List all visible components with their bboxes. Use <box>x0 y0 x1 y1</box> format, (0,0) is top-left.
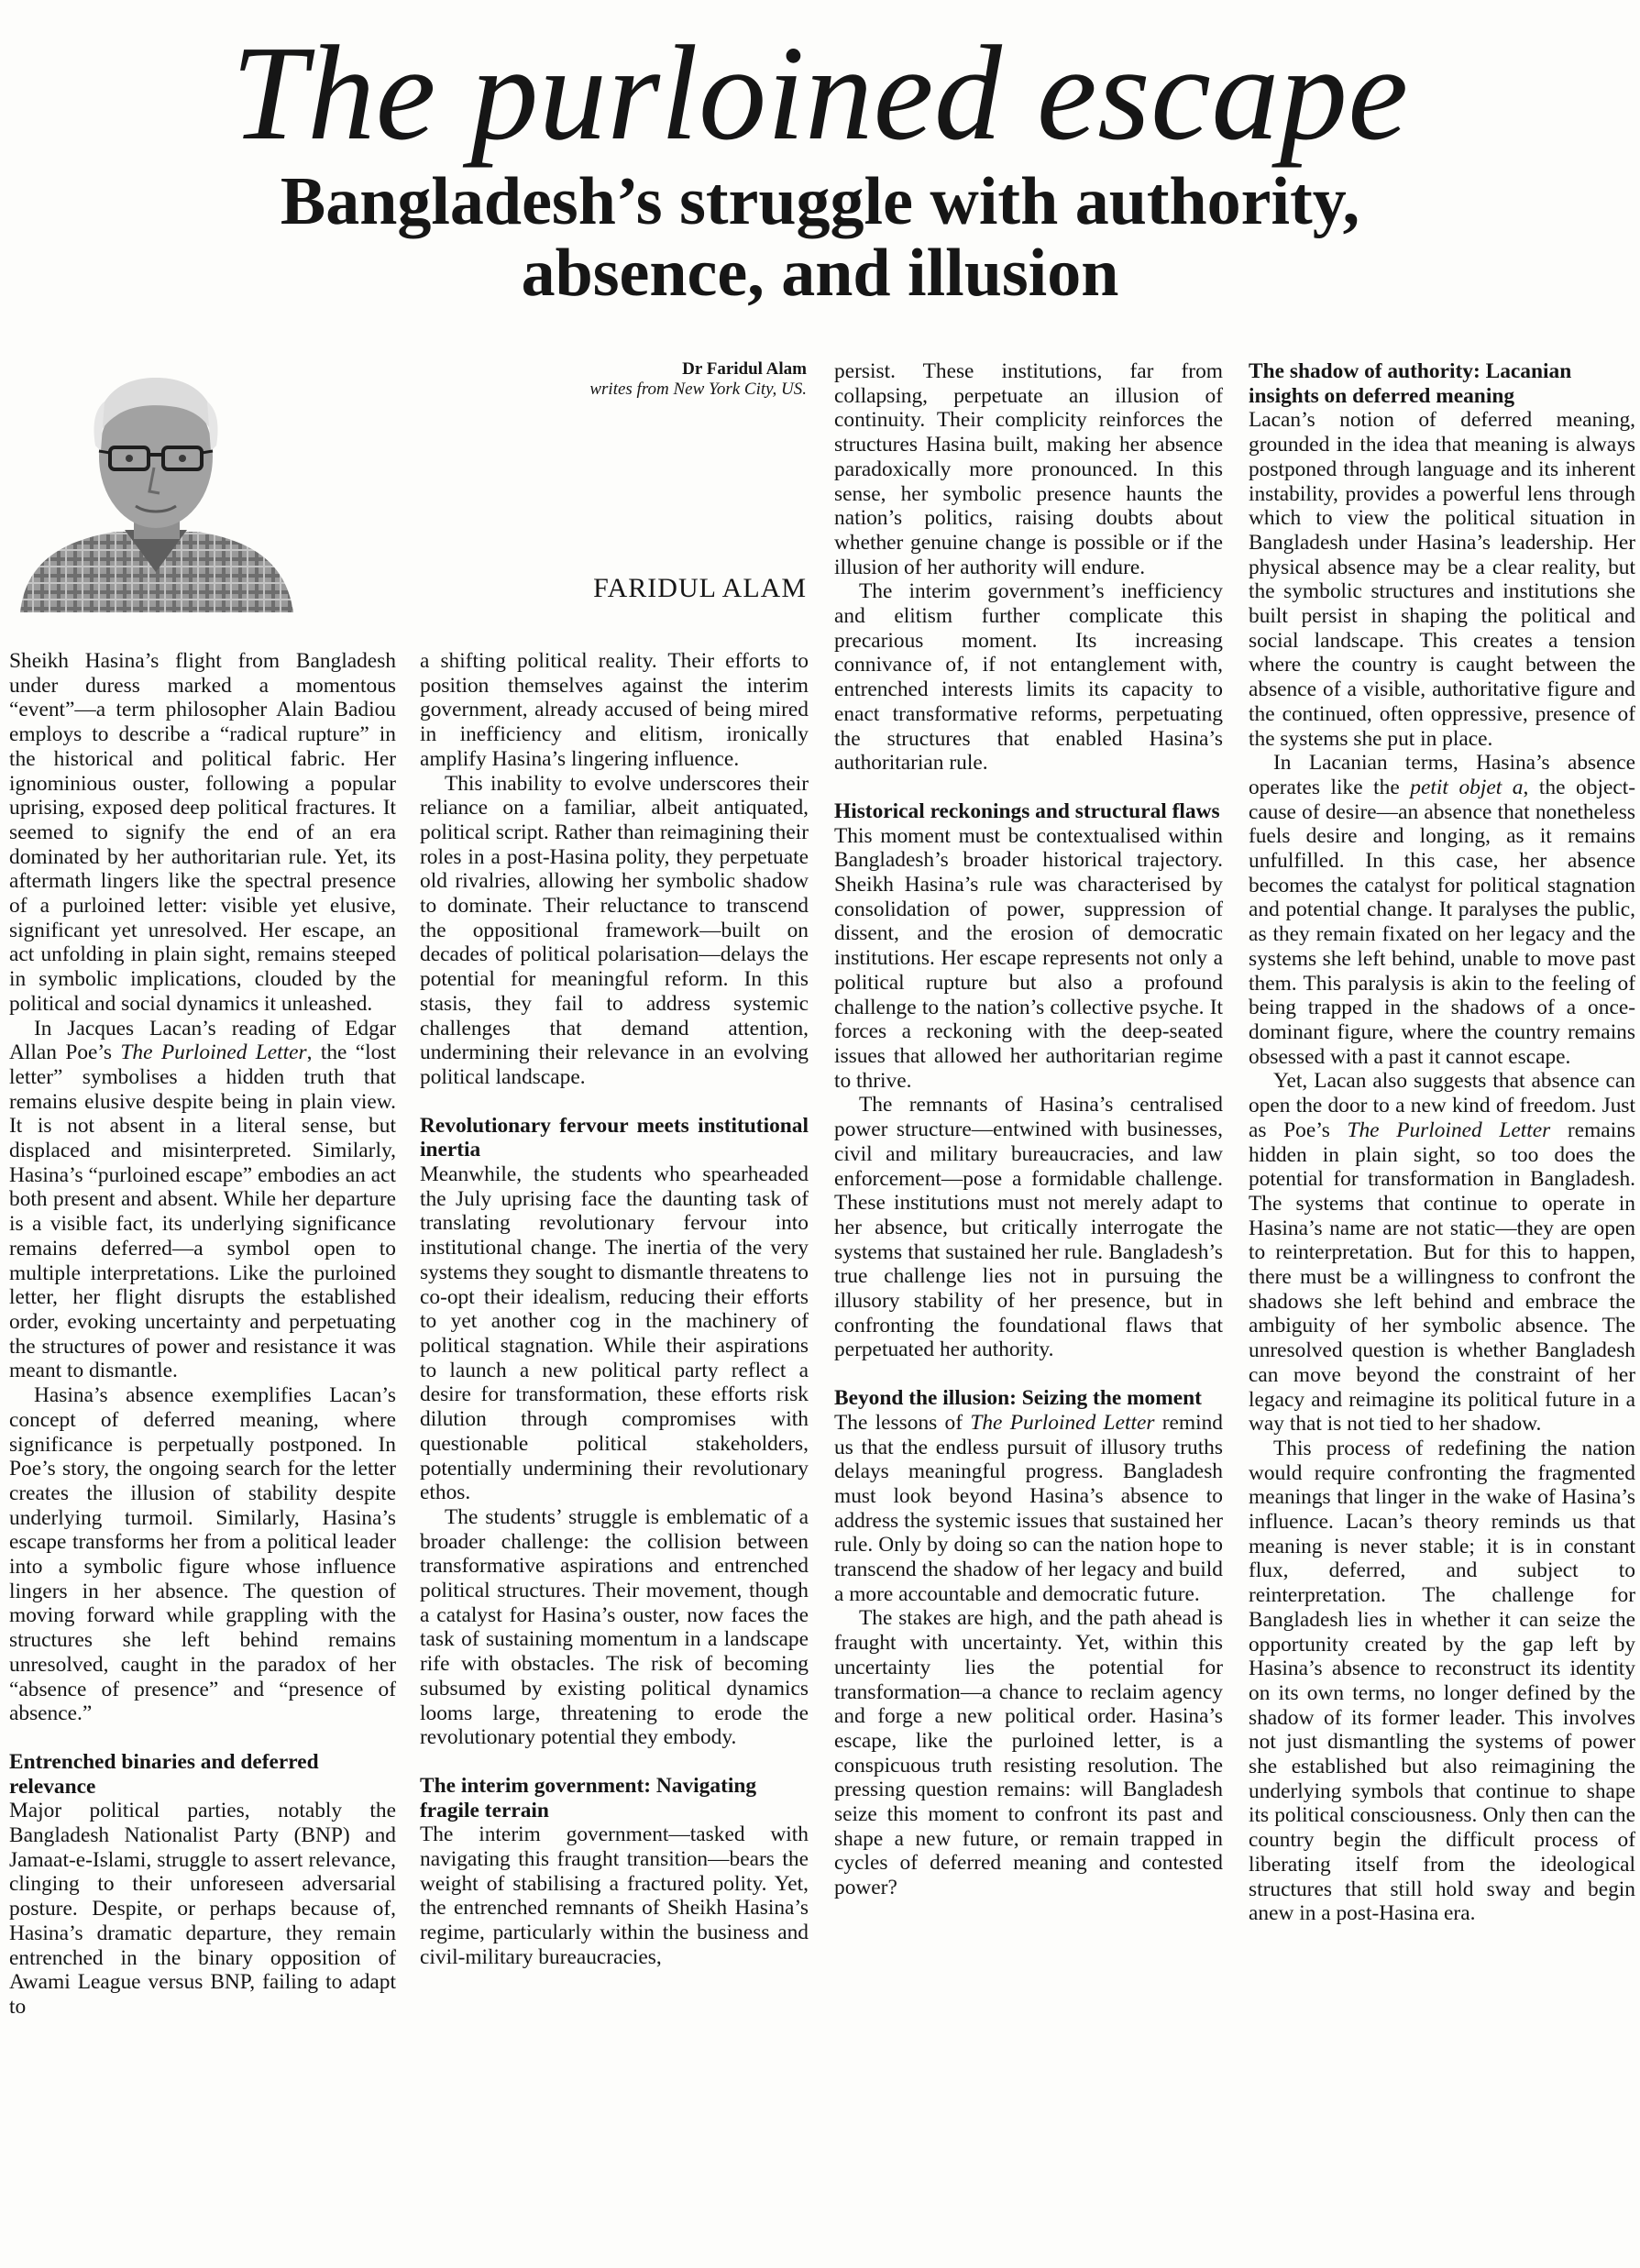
paragraph: Hasina’s absence exemplifies Lacan’s concept of deferred meaning, where significance is perpetually postponed. In Poe’s story, the ongoing search for the letter creates the illusion of stability despite underlying turmoil. Similarly, Hasina’s escape transforms her from a political leader into a symbolic figure whose influence lingers in her absence. The question of moving forward while grappling with the structures she left behind remains unresolved, caught in the paradox of her “absence of presence” and “presence of absence.” <box>9 1383 396 1726</box>
author-photo <box>7 359 303 612</box>
paragraph: The lessons of The Purloined Letter remind us that the endless pursuit of illusory truths delays meaningful progress. Bangladesh must look beyond Hasina’s absence to address the systemic issues that sustained her rule. Only by doing so can the nation hope to transcend the shadow of her legacy and build a more accountable and democratic future. <box>834 1410 1223 1606</box>
paragraph: In Jacques Lacan’s reading of Edgar Allan Poe’s The Purloined Letter, the “lost letter” symbolises a hidden truth that remains elusive despite being in plain view. It is not absent in a literal sense, but displaced and misinterpreted. Similarly, Hasina’s “purloined escape” embodies an act both present and absent. While her departure is a visible fact, its underlying significance remains deferred—a symbol open to multiple interpretations. Like the purloined letter, her flight disrupts the established order, evoking uncertainty and perpetuating the structures of power and resistance it was meant to dismantle. <box>9 1016 396 1383</box>
section-heading: Entrenched binaries and deferred relevance <box>9 1749 319 1799</box>
paragraph: Yet, Lacan also suggests that absence can open the door to a new kind of freedom. Just as Poe’s The Purloined Letter remains hidden in plain sight, so too does the potential for transformation in Bangladesh. The systems that continue to operate in Hasina’s name are not static—they are open to reinterpretation. But for this to happen, there must be a willingness to confront the shadows she left behind and embrace the ambiguity of her symbolic absence. The unresolved question is whether Bangladesh can move beyond the constraint of her legacy and reimagine its political future in a way that is not tied to her shadow. <box>1249 1069 1635 1437</box>
section-heading: The shadow of authority: Lacanian insights on deferred meaning <box>1249 359 1572 408</box>
author-name-tag: FARIDUL ALAM <box>593 573 807 603</box>
italic-term: petit objet a <box>1410 775 1524 799</box>
paragraph: The interim government—tasked with navigating this fraught transition—bears the weight of stabilising a fractured polity. Yet, the entrenched remnants of Sheikh Hasina’s regime, particularly within the business and civil-military bureaucracies, <box>420 1822 809 1969</box>
book-title: The Purloined Letter <box>970 1410 1155 1435</box>
book-title: The Purloined Letter <box>120 1040 307 1065</box>
paragraph: Meanwhile, the students who spearheaded the July uprising face the daunting task of translating revolutionary fervour into institutional change. The inertia of the very systems they sought to dismantle threatens to co-opt their idealism, reducing their efforts to yet another cog in the machinery of political stagnation. While their aspirations to launch a new political party reflect a desire for transformation, these efforts risk dilution through compromises with questionable political stakeholders, potentially undermining their revolutionary ethos. <box>420 1162 809 1505</box>
article-column-3 <box>834 359 1223 1900</box>
article-column-2 <box>420 649 809 1970</box>
section-heading: The interim government: Navigating fragile terrain <box>420 1773 757 1822</box>
paragraph: In Lacanian terms, Hasina’s absence operates like the petit objet a, the object-cause of desire—an absence that nonetheless fuels desire and longing, as it remains unfulfilled. In this case, her absence becomes the catalyst for political stagnation and potential change. It paralyses the public, as they remain fixated on her legacy and the systems she left behind, unable to move past them. This paralysis is akin to the feeling of being trapped in the shadows of a once-dominant figure, where the country remains obsessed with a past it cannot escape. <box>1249 751 1635 1069</box>
byline-location: writes from New York City, US. <box>589 379 807 399</box>
paragraph: This process of redefining the nation would require confronting the fragmented meanings that linger in the wake of Hasina’s influence. Lacan’s theory reminds us that meaning is never stable; it is in constant flux, deferred, and subject to reinterpretation. The challenge for Bangladesh lies in whether it can seize the opportunity created by the gap left by Hasina’s absence to reconstruct its identity on its own terms, no longer defined by the shadow of its former leader. This involves not just dismantling the systems of power she established but also reimagining the underlying symbols that continue to shape its political consciousness. Only then can the country begin the difficult process of liberating itself from the ideological structures that still hold sway and begin anew in a post-Hasina era. <box>1249 1436 1635 1926</box>
subheadline <box>0 164 1640 311</box>
byline <box>513 359 807 400</box>
section-heading: Historical reckonings and structural flaws <box>834 798 1220 823</box>
paragraph: This inability to evolve underscores their reliance on a familiar, albeit antiquated, political script. Rather than reimagining their roles in a post-Hasina polity, they perpetuate old rivalries, allowing her symbolic shadow to dominate. Their reluctance to transcend the oppositional framework—built on decades of political polarisation—delays the potential for meaningful reform. In this stasis, they fail to address systemic challenges that demand attention, undermining their relevance in an evolving political landscape. <box>420 771 809 1089</box>
section-heading: Revolutionary fervour meets institutional inertia <box>420 1113 809 1162</box>
subheadline-line-1: Bangladesh’s struggle with authority, <box>280 164 1360 239</box>
byline-author: Dr Faridul Alam <box>682 359 807 379</box>
article-column-4 <box>1249 359 1635 1926</box>
paragraph: persist. These institutions, far from collapsing, perpetuate an illusion of continuity. Their complicity reinforces the structures Hasina built, making her absence paradoxically more pronounced. In this sense, her symbolic presence haunts the nation’s politics, raising doubts about whether genuine change is possible or if the illusion of her authority will endure. <box>834 359 1223 579</box>
paragraph: a shifting political reality. Their efforts to position themselves against the interim government, already accused of being mired in inefficiency and elitism, ironically amplify Hasina’s lingering influence. <box>420 649 809 771</box>
paragraph: This moment must be contextualised within Bangladesh’s broader historical trajectory. Sheikh Hasina’s rule was characterised by consolidation of power, suppression of dissent, and the erosion of democratic institutions. Her escape represents not only a political rupture but also a profound challenge to the nation’s collective psyche. It forces a reckoning with the deep-seated issues that allowed her authoritarian regime to thrive. <box>834 823 1223 1093</box>
article-column-1 <box>9 649 396 2020</box>
paragraph: The students’ struggle is emblematic of a broader challenge: the collision between transformative aspirations and entrenched political structures. Their movement, though a catalyst for Hasina’s ouster, now faces the task of sustaining momentum in a landscape rife with obstacles. The risk of becoming subsumed by existing political dynamics looms large, threatening to erode the revolutionary potential they embody. <box>420 1504 809 1750</box>
book-title: The Purloined Letter <box>1347 1117 1551 1142</box>
section-heading: Beyond the illusion: Seizing the moment <box>834 1386 1202 1411</box>
paragraph: Lacan’s notion of deferred meaning, grounded in the idea that meaning is always postponed through language and its inherent instability, provides a powerful lens through which to view the political situation in Bangladesh under Hasina’s leadership. Her physical absence may be a clear reality, but the symbolic structures and institutions she built persist in shaping the political and social landscape. This creates a tension where the country is caught between the absence of a visible, authoritative figure and the continued, often oppressive, presence of the systems she put in place. <box>1249 408 1635 751</box>
paragraph: Sheikh Hasina’s flight from Bangladesh under duress marked a momentous “event”—a term philosopher Alain Badiou employs to describe a “radical rupture” in the historical and political fabric. Her ignominious ouster, following a popular uprising, exposed deep political fractures. It seemed to signify the end of an era dominated by her authoritarian rule. Yet, its aftermath lingers like the spectral presence of a purloined letter: visible yet elusive, significant yet unresolved. Her escape, an act unfolding in plain sight, remains steeped in symbolic implications, clouded by the political and social dynamics it unleashed. <box>9 649 396 1016</box>
paragraph: The stakes are high, and the path ahead is fraught with uncertainty. Yet, within this uncertainty lies the potential for transformation—a chance to reclaim agency and forge a new political order. Hasina’s escape, like the purloined letter, is a conspicuous truth resisting resolution. The pressing question remains: will Bangladesh seize this moment to confront its past and shape a new future, or remain trapped in cycles of deferred meaning and contested power? <box>834 1606 1223 1900</box>
headline: The purloined escape <box>231 18 1409 169</box>
paragraph: The remnants of Hasina’s centralised power structure—entwined with businesses, civil and military bureaucracies, and law enforcement—pose a formidable challenge. These institutions must not merely adapt to her absence, but critically interrogate the systems that sustained her rule. Bangladesh’s true challenge lies not in pursuing the illusory stability of her presence, but in confronting the foundational flaws that perpetuated her authority. <box>834 1093 1223 1362</box>
paragraph: Major political parties, notably the Bangladesh Nationalist Party (BNP) and Jamaat-e-Islami, struggle to assert relevance, clinging to their unforeseen adversarial posture. Despite, or perhaps because of, Hasina’s dramatic departure, they remain entrenched in the binary opposition of Awami League versus BNP, failing to adapt to <box>9 1799 396 2019</box>
subheadline-line-2: absence, and illusion <box>521 235 1119 311</box>
paragraph: The interim government’s inefficiency and elitism further complicate this precarious moment. Its increasing connivance of, if not entanglement with, entrenched interests limits its capacity to enact transformative reforms, perpetuating the structures that enabled Hasina’s authoritarian rule. <box>834 579 1223 776</box>
